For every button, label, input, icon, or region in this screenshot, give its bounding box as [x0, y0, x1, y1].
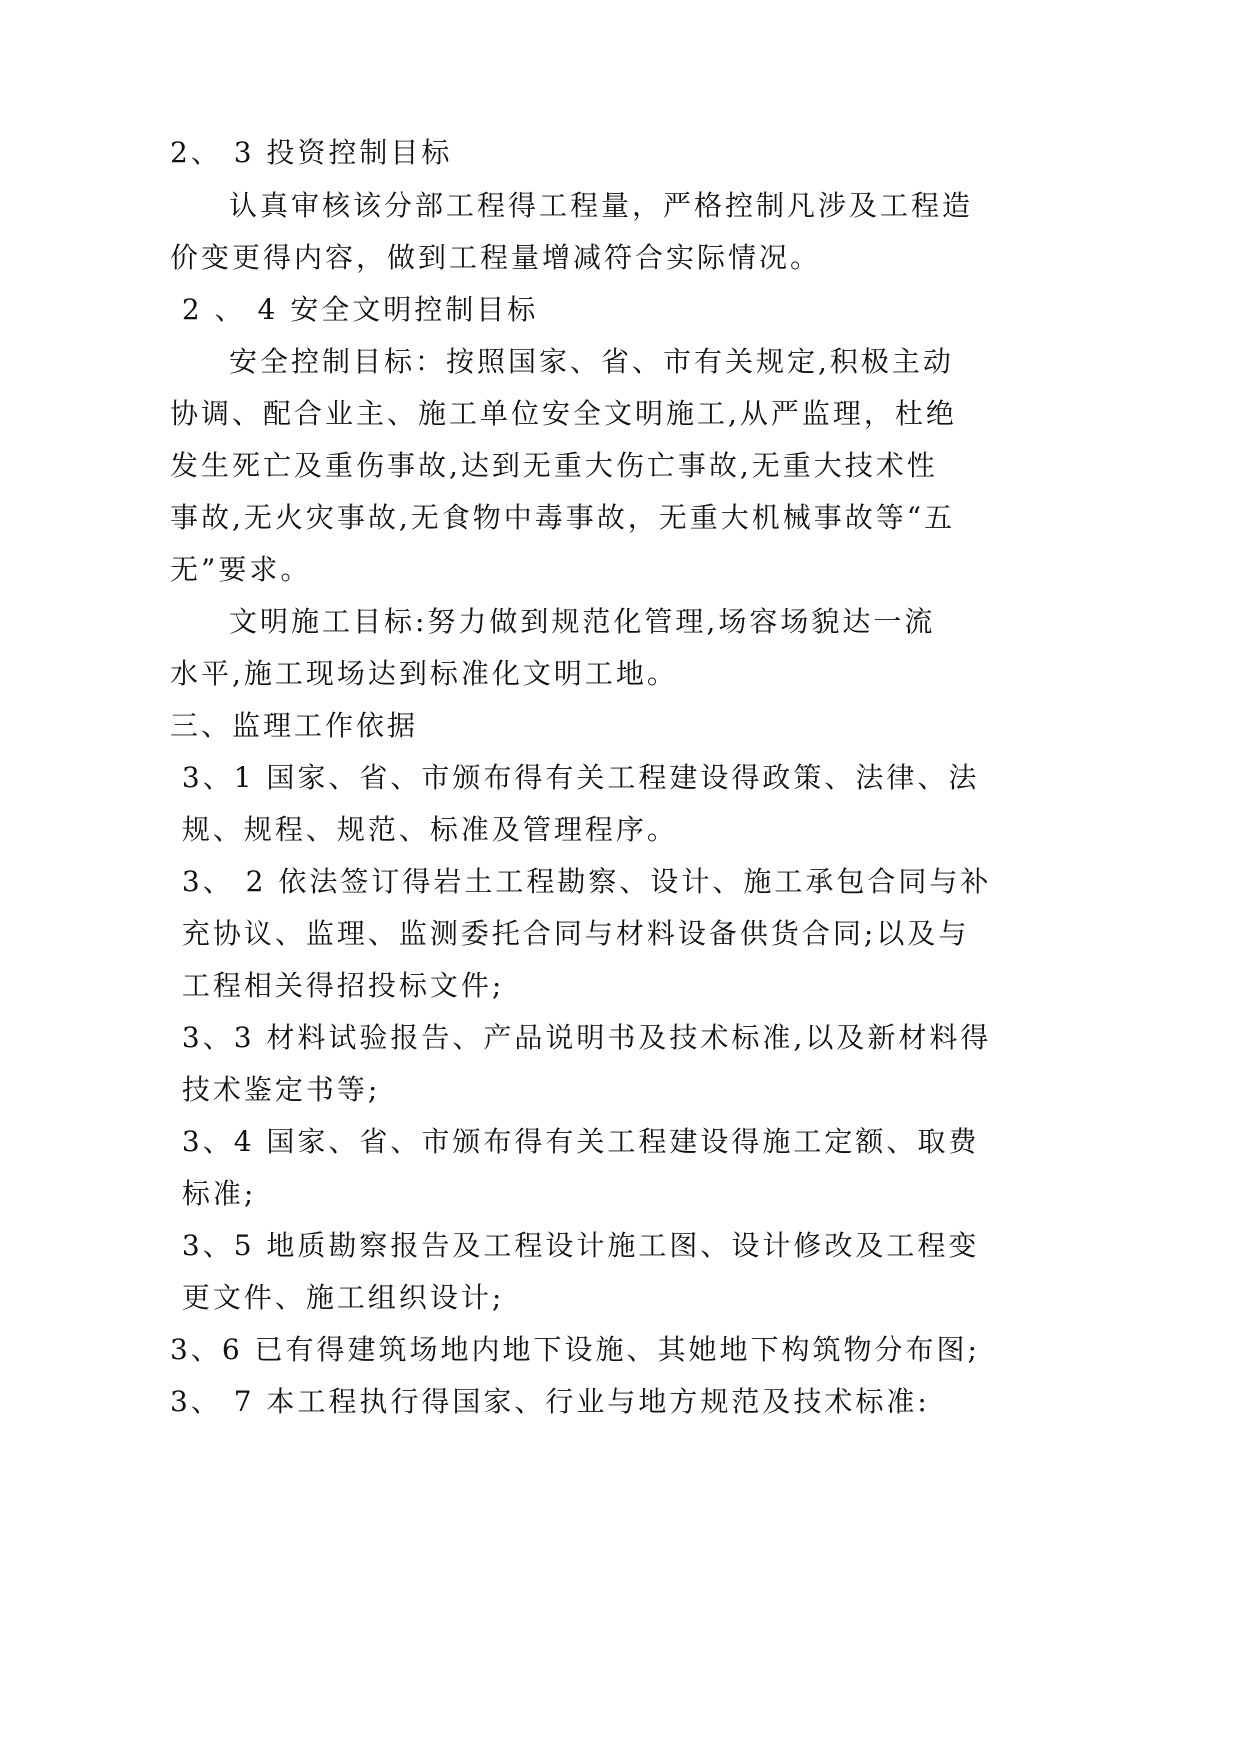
paragraph-line: 安全控制目标：按照国家、省、市有关规定,积极主动 [229, 345, 954, 378]
paragraph-line: 3、4 国家、省、市颁布得有关工程建设得施工定额、取费 [170, 1125, 980, 1158]
section-heading: 2、 3 投资控制目标 [170, 136, 453, 169]
paragraph-line: 水平,施工现场达到标准化文明工地。 [170, 657, 678, 690]
paragraph-line: 标准; [170, 1177, 257, 1210]
paragraph-line: 价变更得内容，做到工程量增减符合实际情况。 [170, 241, 822, 274]
section-heading: 三、监理工作依据 [170, 709, 419, 742]
paragraph-line: 文明施工目标:努力做到规范化管理,场容场貌达一流 [229, 605, 936, 638]
paragraph-line: 事故,无火灾事故,无食物中毒事故，无重大机械事故等“五 [170, 501, 956, 534]
paragraph-line: 更文件、施工组织设计; [170, 1281, 505, 1314]
section-heading: 2 、 4 安全文明控制目标 [170, 293, 539, 326]
paragraph-line: 3、3 材料试验报告、产品说明书及技术标准,以及新材料得 [170, 1021, 992, 1054]
paragraph-line: 无”要求。 [170, 553, 312, 586]
paragraph-line: 3、6 已有得建筑场地内地下设施、其她地下构筑物分布图; [170, 1333, 980, 1366]
paragraph-line: 3、5 地质勘察报告及工程设计施工图、设计修改及工程变 [170, 1229, 980, 1262]
paragraph-line: 3、1 国家、省、市颁布得有关工程建设得政策、法律、法 [170, 761, 980, 794]
paragraph-line: 3、 7 本工程执行得国家、行业与地方规范及技术标准: [170, 1385, 930, 1418]
paragraph-line: 规、规程、规范、标准及管理程序。 [170, 813, 678, 846]
paragraph-line: 充协议、监理、监测委托合同与材料设备供货合同;以及与 [170, 917, 970, 950]
paragraph-line: 3、 2 依法签订得岩土工程勘察、设计、施工承包合同与补 [170, 865, 992, 898]
paragraph-line: 协调、配合业主、施工单位安全文明施工,从严监理，杜绝 [170, 397, 957, 430]
paragraph-line: 工程相关得招投标文件; [170, 969, 505, 1002]
paragraph-line: 认真审核该分部工程得工程量，严格控制凡涉及工程造 [229, 189, 974, 222]
paragraph-line: 发生死亡及重伤事故,达到无重大伤亡事故,无重大技术性 [170, 449, 938, 482]
paragraph-line: 技术鉴定书等; [170, 1073, 381, 1106]
